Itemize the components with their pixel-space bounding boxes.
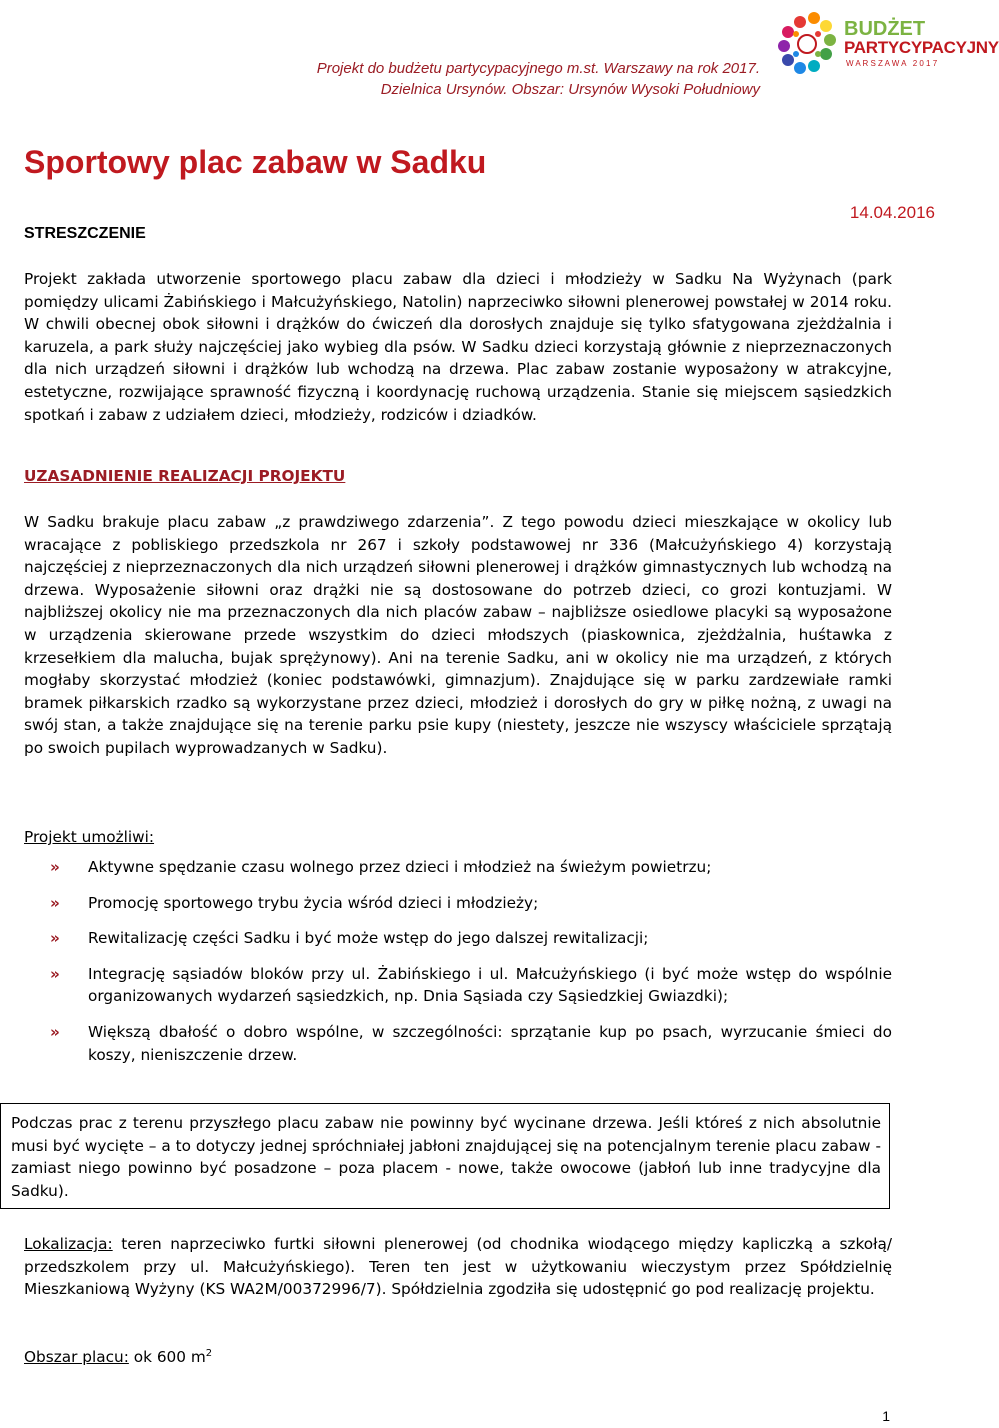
- page-number: 1: [882, 1408, 890, 1424]
- enables-heading: Projekt umożliwi:: [24, 828, 155, 846]
- area-label: Obszar placu:: [24, 1348, 129, 1367]
- bullet-marker: »: [50, 858, 60, 876]
- list-item: » Promocję sportowego trybu życia wśród dzieci i młodzieży;: [24, 892, 892, 915]
- tree-notice-box: [0, 1103, 890, 1209]
- page-title: Sportowy plac zabaw w Sadku: [24, 144, 487, 180]
- bullet-marker: »: [50, 929, 60, 948]
- list-item: » Aktywne spędzanie czasu wolnego przez dzieci i młodzież na świeżym powietrzu;: [24, 856, 892, 879]
- summary-text: Projekt zakłada utworzenie sportowego placu zabaw dla dzieci i młodzieży w Sadku Na Wyżynach (park pomiędzy ulicami Żabińskiego i Małcużyńskiego, Natolin) naprzeciwko siłowni plenerowej powstałej w 2014 roku. W chwili obecnej obok siłowni i drążków do ćwiczeń dla dorosłych znajduje się tylko sfatygowana zjeżdżalnia i karuzela, a park służy najczęściej jako wybieg dla psów. W Sadku dzieci korzystają głównie z nieprzeznaczonych dla nich urządzeń siłowni i drążków lub wchodzą na drzewa. Plac zabaw zostanie wyposażony w atrakcyjne, estetyczne, rozwijające sprawność fizyczną i koordynację ruchową urządzenia. Stanie się miejscem sąsiedzkich spotkań i zabaw z udziałem dzieci, młodzieży, rodziców i dziadków.: [24, 270, 892, 424]
- bullet-marker: »: [50, 1022, 60, 1041]
- logo-subtitle: W A R S Z A W A 2 0 1 7: [846, 59, 938, 68]
- bullet-marker: »: [50, 964, 60, 983]
- list-item: » Integrację sąsiadów bloków przy ul. Żabińskiego i ul. Małcużyńskiego (i być może wstęp do wspólnie organizowanych wydarzeń sąsiedzkich, np. Dnia Sąsiada czy Sąsiedzkiej Gwiazdki);: [50, 964, 892, 1006]
- location-paragraph: [24, 1233, 892, 1301]
- justification-heading: UZASADNIENIE REALIZACJI PROJEKTU: [24, 467, 346, 485]
- header-project-line: Projekt do budżetu partycypacyjnego m.st. Warszawy na rok 2017.: [316, 60, 760, 77]
- header-district-line: Dzielnica Ursynów. Obszar: Ursynów Wysoki Południowy: [380, 81, 760, 98]
- list-item: » Większą dbałość o dobro wspólne, w szczególności: sprzątanie kup po psach, wyrzucanie śmieci do koszy, nieniszczenie drzew.: [50, 1022, 892, 1064]
- area-line: [24, 1343, 212, 1368]
- summary-heading: STRESZCZENIE: [24, 225, 146, 242]
- logo-word-partycypacyjny: PARTYCYPACYJNY: [844, 38, 999, 57]
- budget-logo: [760, 4, 999, 92]
- bullet-marker: »: [50, 893, 60, 912]
- list-item: » Rewitalizację części Sadku i być może wstęp do jego dalszej rewitalizacji;: [24, 927, 892, 950]
- area-value: ok 600 m: [128, 1348, 206, 1367]
- justification-text: W Sadku brakuje placu zabaw „z prawdziwego zdarzenia”. Z tego powodu dzieci mieszkające w okolicy lub wracające z pobliskiego przedszkola nr 267 i szkoły podstawowej nr 336 (Małcużyńskiego 4) korzystają najczęściej z nieprzeznaczonych dla nich urządzeń siłowni plenerowej i drążków gimnastycznych lub wchodzą na drzewa. Wyposażenie siłowni oraz drążki nie są dostosowane do potrzeb dzieci, co grozi kontuzjami. W najbliższej okolicy nie ma przeznaczonych dla nich placów zabaw – najbliższe osiedlowe placyki są wyposażone w urządzenia skierowane przede wszystkim do dzieci młodszych (piaskownica, zjeżdżalnia, huśtawka z krzesełkiem dla malucha, bujak sprężynowy). Ani na terenie Sadku, ani w okolicy nie ma urządzeń, z których mogłaby skorzystać młodzież (koniec podstawówki, gimnazjum). Znajdujące się w parku zardzewiałe ramki bramek piłkarskich rzadko są wykorzystane przez dzieci, młodzież i dorosłych do gry w piłkę nożną, z uwagi na swój stan, a także znajdujące się na terenie parku psie kupy (niestety, jeszcze nie wszyscy właściciele sprzątają po swoich pupilach wyprowadzanych w Sadku).: [24, 513, 892, 757]
- tree-notice-text: Podczas prac z terenu przyszłego placu zabaw nie powinny być wycinane drzewa. Jeśli któreś z nich absolutnie musi być wycięte – a to dotyczy jednej spróchniałej jabłoni znajdującej się na potencjalnym terenie placu zabaw - zamiast niego powinno być posadzone – poza placem - nowe, także owocowe (jabłoń lub inne tradycyjne dla Sadku).: [11, 1114, 881, 1200]
- location-text: teren naprzeciwko furtki siłowni plenerowej (od chodnika wiodącego między kapliczką a szkołą/ przedszkolem przy ul. Małcużyńskiego). Teren ten jest w użytkowaniu wieczystym przez Spółdzielnię Mieszkaniową Wyżyny (KS WA2M/00372996/7). Spółdzielnia zgodziła się udostępnić go pod realizację projektu.: [24, 1235, 892, 1299]
- location-label: Lokalizacja:: [24, 1235, 113, 1253]
- document-date: 14.04.2016: [849, 203, 935, 222]
- logo-word-budzet: BUDŻET: [844, 18, 926, 40]
- area-exponent: 2: [205, 1348, 213, 1359]
- enables-list: [24, 856, 892, 1079]
